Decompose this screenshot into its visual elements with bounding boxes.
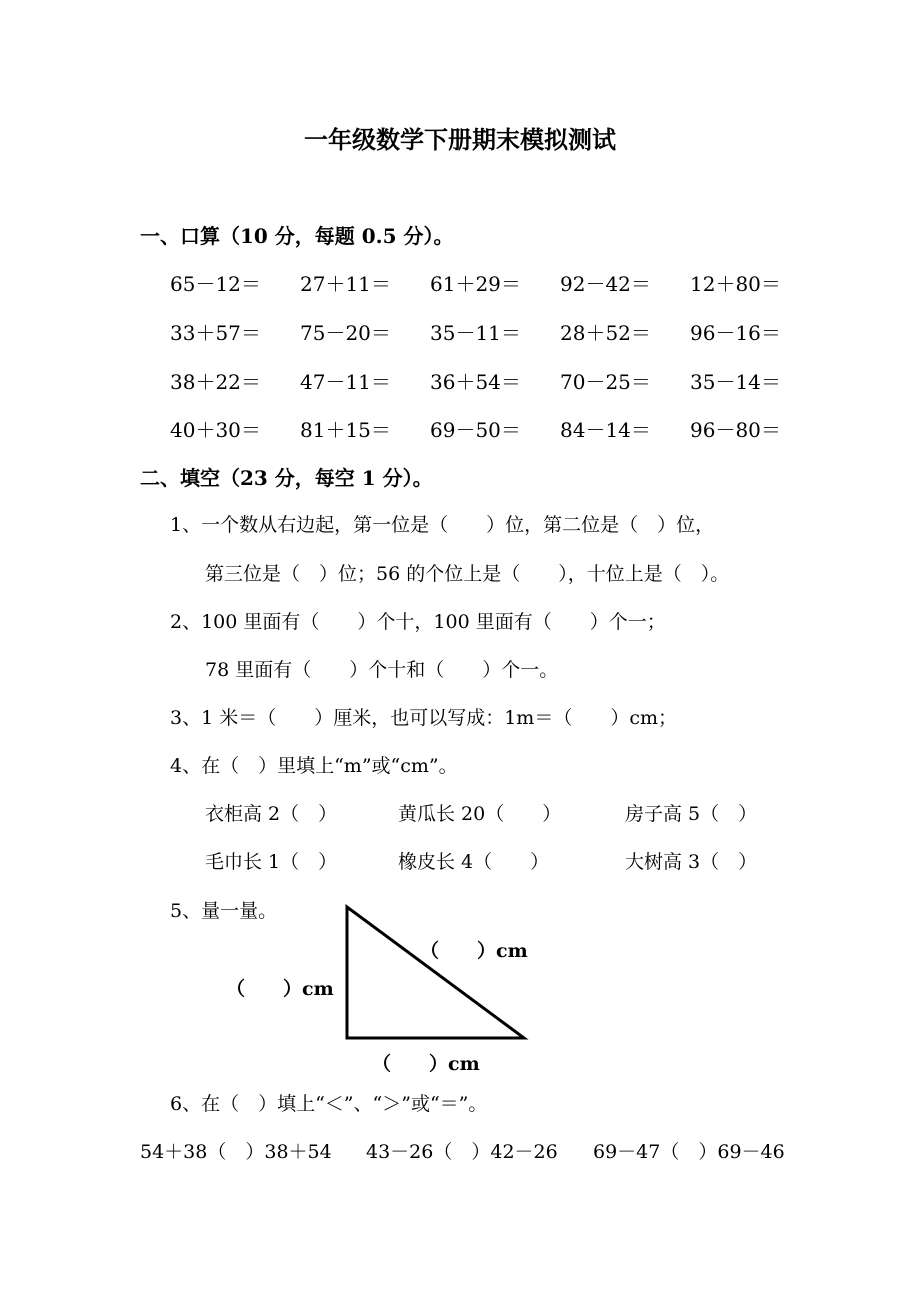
- question-6-prompt: 6、在（ ）填上“＜”、“＞”或“＝”。: [170, 1093, 488, 1115]
- calc-item: 12＋80＝: [690, 272, 781, 296]
- bottom-side-label: （ ）cm: [372, 1053, 480, 1075]
- calc-item: 92－42＝: [560, 272, 651, 296]
- compare-item: 43－26（ ）42－26: [366, 1141, 558, 1163]
- calc-item: 28＋52＝: [560, 321, 651, 345]
- question-2-line2: 78 里面有（ ）个十和（ ）个一。: [205, 659, 559, 681]
- unit-fill-item: 大树高 3（ ）: [625, 851, 758, 873]
- compare-item: 69－47（ ）69－46: [593, 1141, 785, 1163]
- calc-item: 70－25＝: [560, 370, 651, 394]
- calc-item: 40＋30＝: [170, 418, 261, 442]
- calc-item: 84－14＝: [560, 418, 651, 442]
- question-3: 3、1 米＝（ ）厘米，也可以写成：1m＝（ ）cm；: [170, 707, 677, 729]
- page-title: 一年级数学下册期末模拟测试: [304, 125, 616, 154]
- calc-item: 96－16＝: [690, 321, 781, 345]
- right-triangle: [340, 900, 530, 1042]
- calc-item: 38＋22＝: [170, 370, 261, 394]
- triangle-shape: [347, 907, 524, 1038]
- question-4-prompt: 4、在（ ）里填上“m”或“cm”。: [170, 755, 458, 777]
- section2-heading: 二、填空（23 分，每空 1 分）。: [140, 466, 433, 490]
- calc-item: 61＋29＝: [430, 272, 521, 296]
- calc-item: 69－50＝: [430, 418, 521, 442]
- question-1-line2: 第三位是（ ）位；56 的个位上是（ ），十位上是（ ）。: [205, 563, 730, 585]
- unit-fill-item: 黄瓜长 20（ ）: [398, 803, 562, 825]
- calc-item: 27＋11＝: [300, 272, 391, 296]
- question-1-line1: 1、一个数从右边起，第一位是（ ）位，第二位是（ ）位，: [170, 514, 715, 536]
- question-5-prompt: 5、量一量。: [170, 900, 278, 922]
- unit-fill-item: 衣柜高 2（ ）: [205, 803, 338, 825]
- calc-item: 81＋15＝: [300, 418, 391, 442]
- unit-fill-item: 橡皮长 4（ ）: [398, 851, 550, 873]
- left-side-label: （ ）cm: [226, 978, 334, 1000]
- section1-heading: 一、口算（10 分，每题 0.5 分）。: [140, 224, 454, 248]
- calc-item: 36＋54＝: [430, 370, 521, 394]
- question-2-line1: 2、100 里面有（ ）个十，100 里面有（ ）个一；: [170, 611, 666, 633]
- unit-fill-item: 毛巾长 1（ ）: [205, 851, 338, 873]
- hypotenuse-label: （ ）cm: [420, 940, 528, 962]
- calc-item: 33＋57＝: [170, 321, 261, 345]
- unit-fill-item: 房子高 5（ ）: [625, 803, 758, 825]
- compare-item: 54＋38（ ）38＋54: [140, 1141, 332, 1163]
- calc-item: 35－11＝: [430, 321, 521, 345]
- calc-item: 65－12＝: [170, 272, 261, 296]
- calc-item: 47－11＝: [300, 370, 391, 394]
- calc-item: 35－14＝: [690, 370, 781, 394]
- calc-item: 96－80＝: [690, 418, 781, 442]
- calc-item: 75－20＝: [300, 321, 391, 345]
